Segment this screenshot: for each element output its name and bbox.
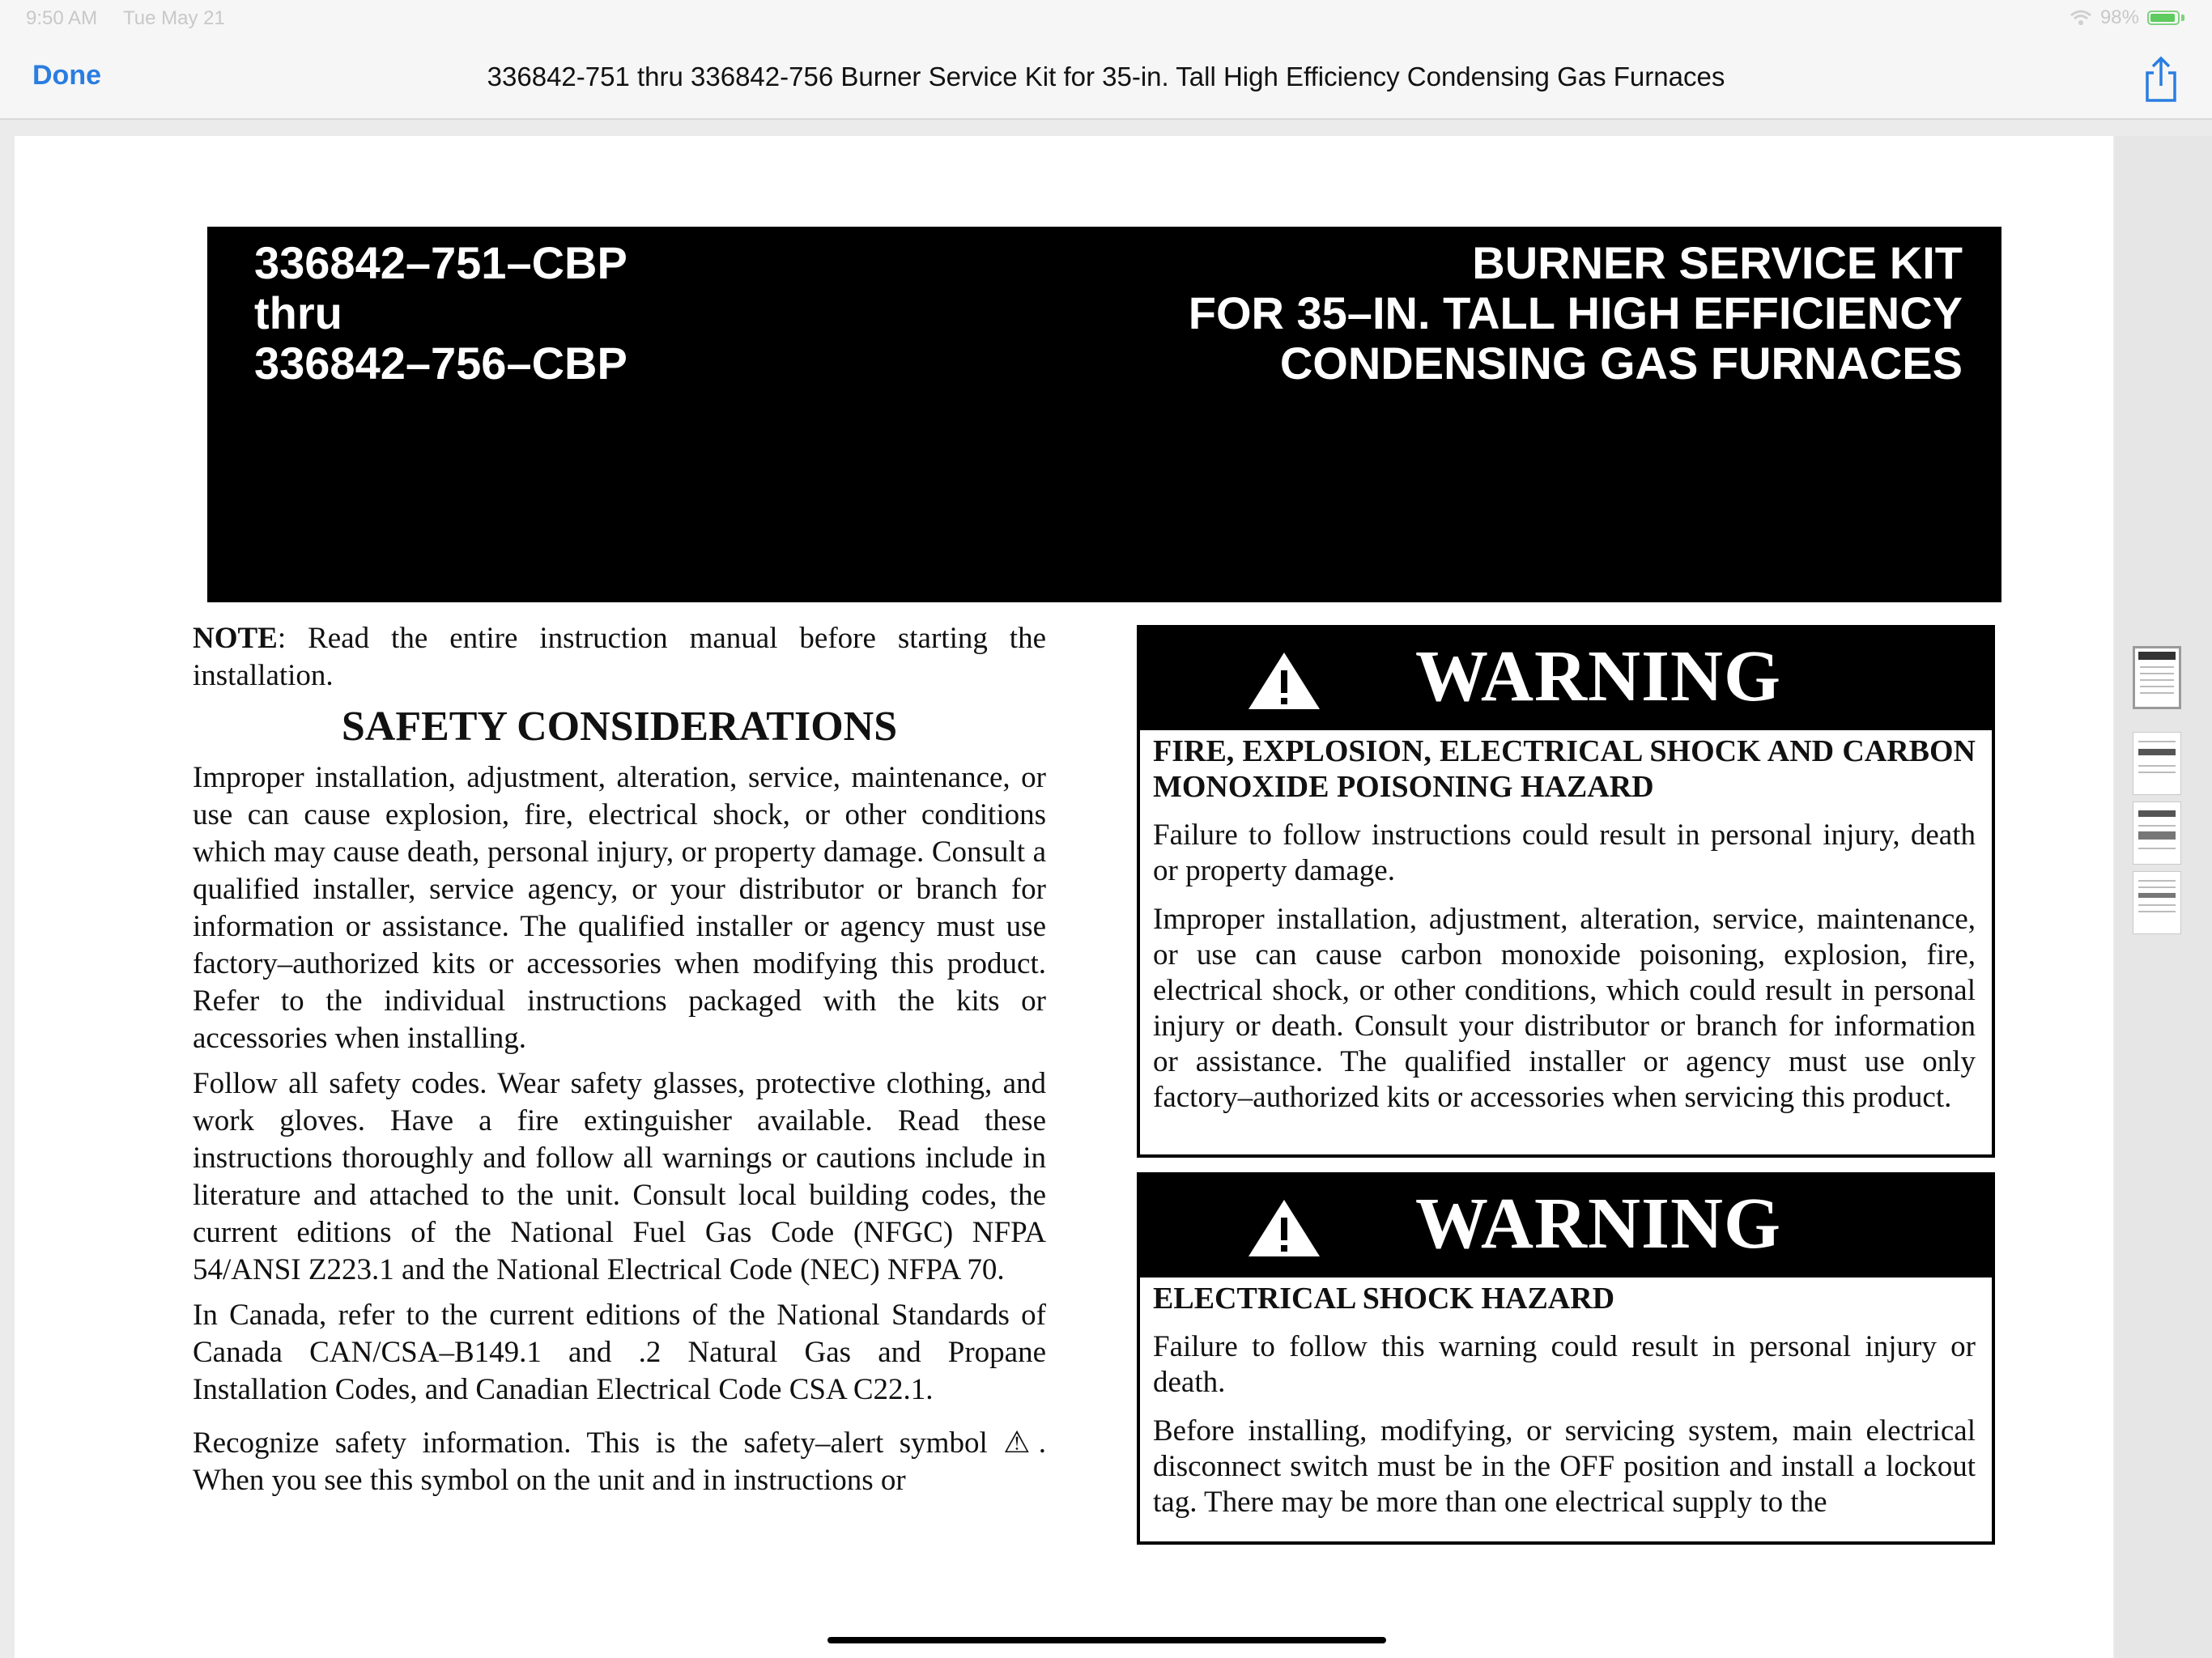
part-number-first: 336842–751–CBP: [254, 237, 627, 288]
warning-box-electrical: [1137, 1172, 1995, 1545]
warning-header: [1140, 1175, 1992, 1278]
kit-title-line: FOR 35–IN. TALL HIGH EFFICIENCY: [1188, 287, 1963, 338]
warning-body: [1140, 1278, 1992, 1520]
home-indicator[interactable]: [827, 1637, 1386, 1643]
kit-title-line: CONDENSING GAS FURNACES: [1279, 338, 1963, 389]
battery-tip: [2181, 15, 2184, 21]
status-date: Tue May 21: [123, 7, 225, 29]
safety-paragraph: In Canada, refer to the current editions of the National Standards of Canada CAN/CSA–B149.1 and .2 Natural Gas and Propane Installation Codes, and Canadian Electrical Code CSA C22.1.: [193, 1299, 1046, 1406]
note-label: NOTE: [193, 622, 278, 655]
status-indicators: [2069, 6, 2184, 29]
warning-box-fire: [1137, 625, 1995, 1158]
battery-percent: 98%: [2099, 6, 2139, 28]
safety-column: [193, 620, 1046, 1507]
thumbnail-page-2[interactable]: [2133, 732, 2181, 795]
warning-paragraph: Failure to follow instructions could result in personal injury, death or property damage.: [1153, 818, 1976, 887]
status-time: 9:50 AM: [26, 7, 98, 29]
warning-title: WARNING: [1415, 636, 1782, 716]
hazard-title: ELECTRICAL SHOCK HAZARD: [1153, 1282, 1615, 1316]
wifi-icon: [2069, 10, 2092, 26]
warning-body: [1140, 730, 1992, 1116]
part-number-last: 336842–756–CBP: [254, 338, 627, 389]
status-bar: [0, 0, 2212, 37]
thumbnail-page-4[interactable]: [2133, 871, 2181, 934]
note-text: : Read the entire instruction manual before starting the installation.: [193, 622, 1046, 692]
warning-paragraph: Improper installation, adjustment, alteration, service, maintenance, or use can cause carbon monoxide poisoning, explosion, fire, electrical shock, or other conditions, which could result in personal injury or death. Consult your distributor or branch for information or assistance. The qualified installer or agency must use only factory–authorized kits or accessories when servicing this product.: [1153, 903, 1976, 1114]
navigation-bar: [0, 37, 2212, 120]
document-title: 336842-751 thru 336842-756 Burner Service Kit for 35-in. Tall High Efficiency Condensing Gas Furnaces: [487, 62, 1725, 91]
safety-paragraph: Recognize safety information. This is the safety–alert symbol ⚠. When you see this symbol on the unit and in instructions or: [193, 1426, 1046, 1497]
done-button[interactable]: Done: [32, 60, 101, 91]
kit-title: [1189, 238, 1963, 389]
share-icon[interactable]: [2141, 55, 2181, 104]
warning-paragraph: Failure to follow this warning could result in personal injury or death.: [1153, 1330, 1976, 1399]
thumbnail-page-1[interactable]: [2133, 646, 2181, 709]
safety-heading: SAFETY CONSIDERATIONS: [341, 704, 898, 750]
page-thumbnails: [2115, 136, 2212, 1658]
warning-title: WARNING: [1415, 1184, 1782, 1264]
kit-title-line: BURNER SERVICE KIT: [1472, 237, 1963, 288]
thumbnail-page-3[interactable]: [2133, 801, 2181, 865]
warning-paragraph: Before installing, modifying, or servicing system, main electrical disconnect switch must be in the OFF position and install a lockout tag. There may be more than one electrical supply to the: [1153, 1414, 1976, 1519]
part-numbers: [254, 238, 627, 389]
note-paragraph: [193, 620, 1046, 695]
battery-charging-icon: [2147, 11, 2180, 25]
part-number-thru: thru: [254, 287, 342, 338]
installation-instructions-heading: Installation Instructions: [657, 474, 1525, 568]
warning-header: [1140, 628, 1992, 730]
safety-paragraph: Follow all safety codes. Wear safety glasses, protective clothing, and work gloves. Have a fire extinguisher available. Read these instructions thoroughly and follow all warnings or cautions include in literature and attached to the unit. Consult local building codes, the current editions of the National Fuel Gas Code (NFGC) NFPA 54/ANSI Z223.1 and the National Electrical Code (NEC) NFPA 70.: [193, 1067, 1046, 1286]
warning-triangle-icon: [1245, 649, 1323, 712]
hazard-title: FIRE, EXPLOSION, ELECTRICAL SHOCK AND CARBON MONOXIDE POISONING HAZARD: [1153, 734, 1976, 804]
warning-triangle-icon: [1245, 1197, 1323, 1260]
safety-paragraph: Improper installation, adjustment, alteration, service, maintenance, or use can cause explosion, fire, electrical shock, or other conditions which may cause death, personal injury, or property damage. Consult a qualified installer, service agency, or your distributor or branch for information or assistance. The qualified installer or agency must use factory–authorized kits or accessories when modifying this product. Refer to the individual instructions packaged with the kits or accessories when installing.: [193, 761, 1046, 1055]
